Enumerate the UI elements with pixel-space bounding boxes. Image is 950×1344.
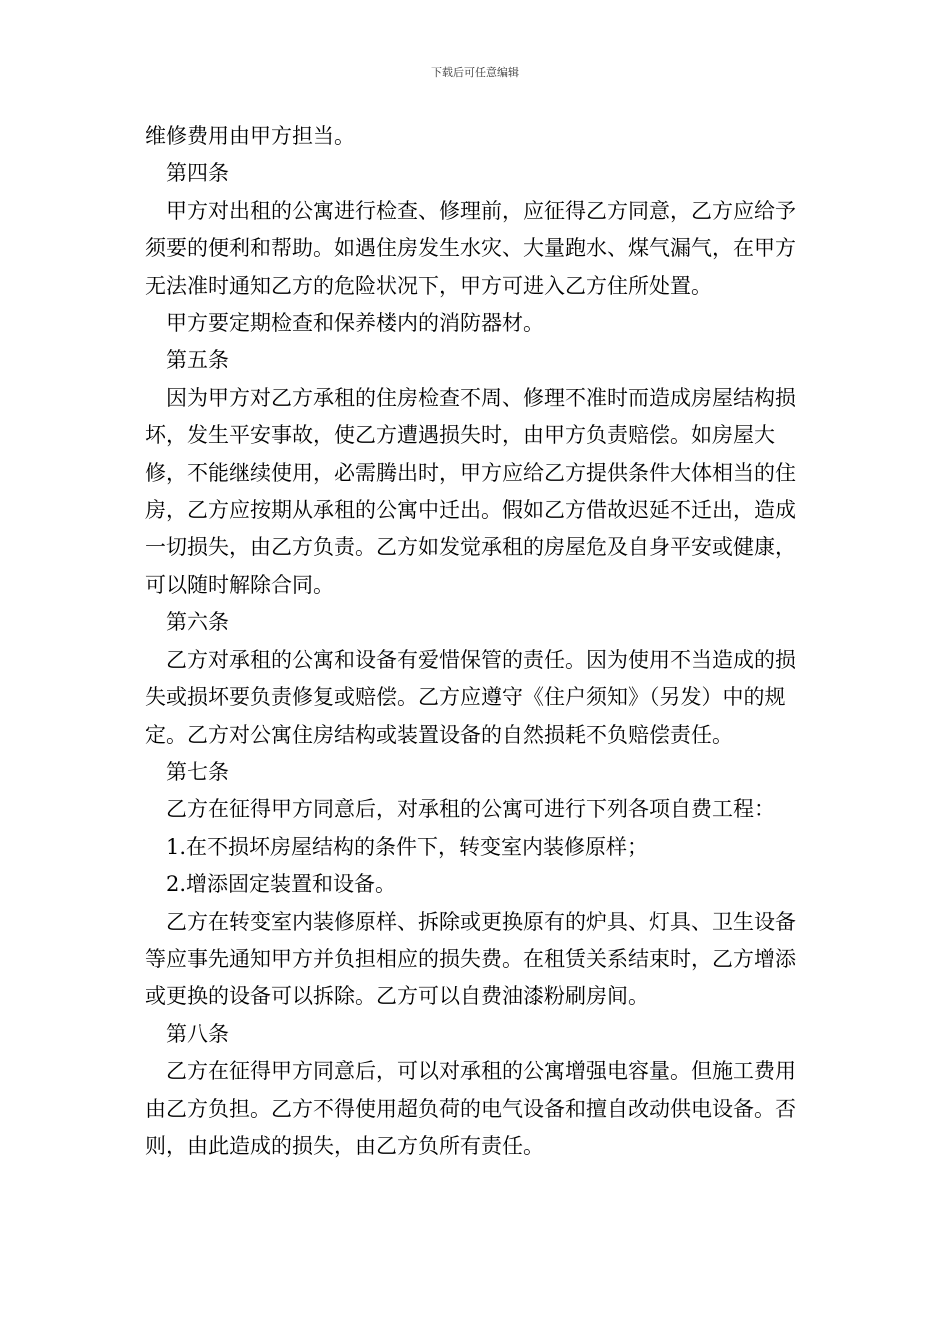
article-4-paragraph-1: 甲方对出租的公寓进行检查、修理前，应征得乙方同意，乙方应给予须要的便利和帮助。如遇住房发生水灾、大量跑水、煤气漏气，在甲方无法准时通知乙方的危险状况下，甲方可进入乙方住所处置。 (145, 198, 796, 298)
article-7-list-item-1: 1.在不损坏房屋结构的条件下，转变室内装修原样； (166, 834, 649, 859)
article-heading-8: 第八条 (166, 1021, 229, 1046)
article-heading-7: 第七条 (166, 759, 229, 784)
article-8-paragraph-1: 乙方在征得甲方同意后，可以对承租的公寓增强电容量。但施工费用由乙方负担。乙方不得使用超负荷的电气设备和擅自改动供电设备。否则，由此造成的损失，由乙方负所有责任。 (145, 1059, 796, 1158)
article-7-paragraph-1: 乙方在征得甲方同意后，对承租的公寓可进行下列各项自费工程： (166, 797, 775, 822)
document-body (145, 118, 810, 1165)
page-header: 下载后可任意编辑 (431, 66, 519, 79)
article-heading-6: 第六条 (166, 610, 229, 635)
paragraph-continuation: 维修费用由甲方担当。 (145, 124, 355, 148)
article-6-paragraph-1: 乙方对承租的公寓和设备有爱惜保管的责任。因为使用不当造成的损失或损坏要负责修复或赔偿。乙方应遵守《住户须知》（另发）中的规定。乙方对公寓住房结构或装置设备的自然损耗不负赔偿责任。 (145, 647, 796, 747)
article-heading-5: 第五条 (166, 348, 229, 373)
article-7-paragraph-2: 乙方在转变室内装修原样、拆除或更换原有的炉具、灯具、卫生设备等应事先通知甲方并负担相应的损失费。在租赁关系结束时，乙方增添或更换的设备可以拆除。乙方可以自费油漆粉刷房间。 (145, 909, 796, 1009)
article-5-paragraph-1: 因为甲方对乙方承租的住房检查不周、修理不准时而造成房屋结构损坏，发生平安事故，使乙方遭遇损失时，由甲方负责赔偿。如房屋大修，不能继续使用，必需腾出时，甲方应给乙方提供条件大体相当的住房，乙方应按期从承租的公寓中迁出。假如乙方借故迟延不迁出，造成一切损失，由乙方负责。乙方如发觉承租的房屋危及自身平安或健康，可以随时解除合同。 (145, 385, 796, 597)
article-4-paragraph-2: 甲方要定期检查和保养楼内的消防器材。 (166, 311, 544, 336)
article-heading-4: 第四条 (166, 161, 229, 186)
article-7-list-item-2: 2.增添固定装置和设备。 (166, 872, 397, 897)
